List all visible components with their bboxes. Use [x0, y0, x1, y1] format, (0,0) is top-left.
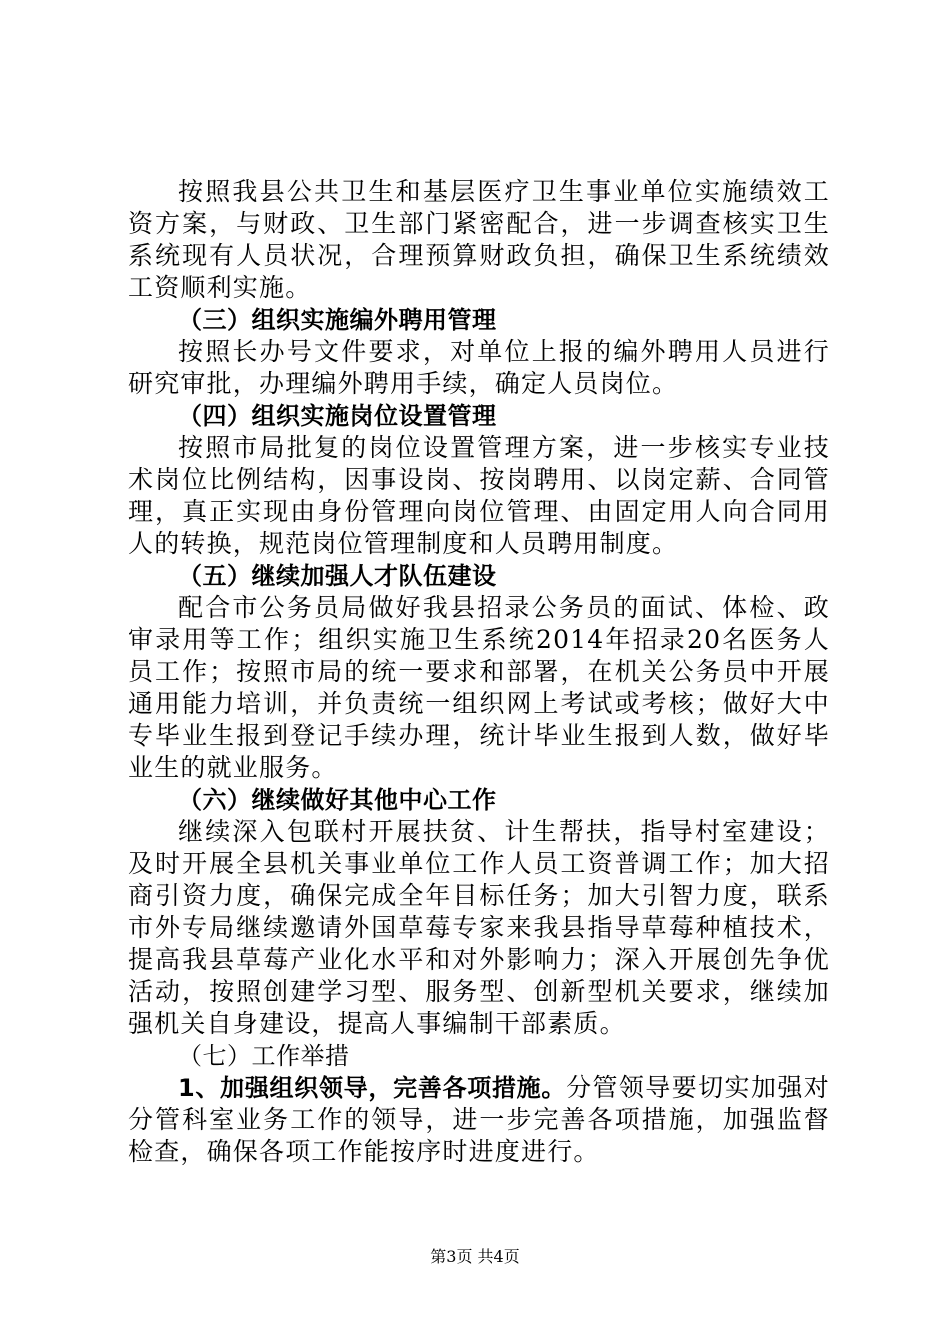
section-heading-7: （七）工作举措 — [178, 1042, 350, 1070]
section-heading-3: （三）组织实施编外聘用管理 — [178, 306, 497, 334]
paragraph-6: 继续深入包联村开展扶贫、计生帮扶，指导村室建设；及时开展全县机关事业单位工作人员工资普调工作；加大招商引资力度，确保完成全年目标任务；加大引智力度，联系市外专局继续邀请外国草莓专家来我县指导草莓种植技术，提高我县草莓产业化水平和对外影响力；深入开展创先争优活动，按照创建学习型、服务型、创新型机关要求，继续加强机关自身建设，提高人事编制干部素质。 — [128, 817, 830, 1038]
paragraph-3: 按照长办号文件要求，对单位上报的编外聘用人员进行研究审批，办理编外聘用手续，确定人员岗位。 — [128, 337, 830, 398]
paragraph-5: 配合市公务员局做好我县招录公务员的面试、体检、政审录用等工作；组织实施卫生系统2014年招录20名医务人员工作；按照市局的统一要求和部署，在机关公务员中开展通用能力培训，并负责统一组织网上考试或考核；做好大中专毕业生报到登记手续办理，统计毕业生报到人数，做好毕业生的就业服务。 — [128, 593, 830, 782]
section-heading-6: （六）继续做好其他中心工作 — [178, 786, 497, 814]
paragraph-salary: 按照我县公共卫生和基层医疗卫生事业单位实施绩效工资方案，与财政、卫生部门紧密配合，进一步调查核实卫生系统现有人员状况，合理预算财政负担，确保卫生系统绩效工资顺利实施。 — [128, 177, 830, 302]
page-number-footer: 第3页 共4页 — [430, 1247, 520, 1266]
section-heading-4: （四）组织实施岗位设置管理 — [178, 402, 497, 430]
measure-1-lead: 1、加强组织领导，完善各项措施。 — [178, 1074, 567, 1102]
measure-1-body: 分管领导要切实加强对分管科室业务工作的领导，进一步完善各项措施，加强监督检查，确保各项工作能按序时进度进行。 — [128, 1073, 830, 1166]
section-heading-5: （五）继续加强人才队伍建设 — [178, 562, 497, 590]
paragraph-measure-1 — [128, 1072, 830, 1168]
document-body — [128, 176, 830, 1168]
paragraph-4: 按照市局批复的岗位设置管理方案，进一步核实专业技术岗位比例结构，因事设岗、按岗聘用、以岗定薪、合同管理，真正实现由身份管理向岗位管理、由固定用人向合同用人的转换，规范岗位管理制度和人员聘用制度。 — [128, 433, 830, 558]
